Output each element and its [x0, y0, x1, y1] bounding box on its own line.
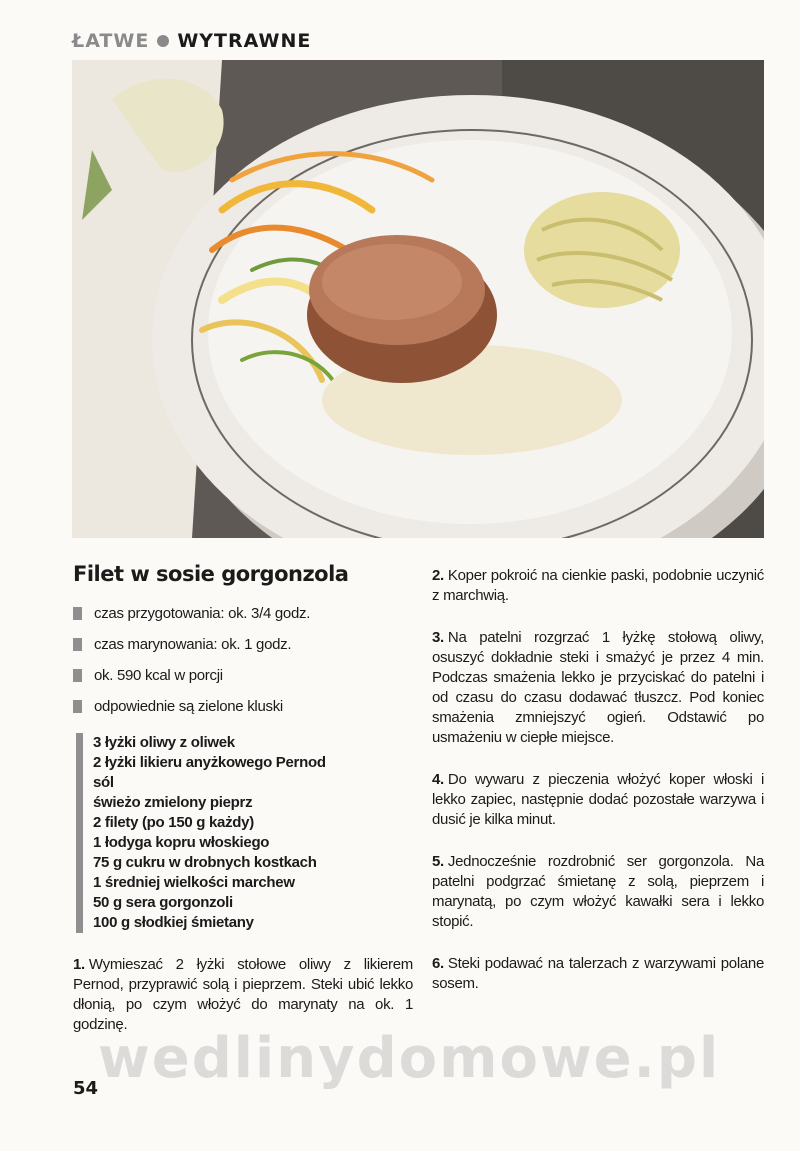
- fact-text: ok. 590 kcal w porcji: [94, 667, 223, 684]
- ingredients-list: [76, 733, 433, 933]
- fact-text: czas przygotowania: ok. 3/4 godz.: [94, 605, 311, 622]
- ingredient-item: 100 g słodkiej śmietany: [93, 914, 254, 931]
- step-number: 2.: [432, 567, 444, 584]
- step-4: [432, 770, 764, 830]
- ingredient-item: 3 łyżki oliwy z oliwek: [93, 734, 235, 751]
- separator-dot-icon: [157, 35, 169, 47]
- ingredient-item: 50 g sera gorgonzoli: [93, 894, 233, 911]
- fact-item: [73, 598, 413, 629]
- step-text: Jednocześnie rozdrobnić ser gorgonzola. Na patelni podgrzać śmietanę z solą, pieprzem i marynatą, po czym włożyć kawałki sera i lekko stopić.: [432, 853, 764, 930]
- step-5: [432, 852, 764, 932]
- step-number: 5.: [432, 853, 444, 870]
- fact-item: [73, 691, 413, 722]
- fact-item: [73, 629, 413, 660]
- step-text: Steki podawać na talerzach z warzywami polane sosem.: [432, 955, 764, 992]
- step-number: 1.: [73, 956, 85, 973]
- watermark: wedlinydomowe.pl: [98, 1026, 721, 1091]
- step-text: Do wywaru z pieczenia włożyć koper włoski i lekko zapiec, następnie dodać pozostałe warzywa i dusić je kilka minut.: [432, 771, 764, 828]
- step-2: [432, 566, 764, 606]
- step-number: 3.: [432, 629, 444, 646]
- category-label: WYTRAWNE: [177, 30, 312, 52]
- ingredient-item: świeżo zmielony pieprz: [93, 794, 253, 811]
- bullet-square-icon: [73, 638, 82, 651]
- bullet-square-icon: [73, 669, 82, 682]
- step-1: [73, 955, 413, 1035]
- ingredient-item: 1 łodyga kopru włoskiego: [93, 834, 270, 851]
- ingredient-item: 1 średniej wielkości marchew: [93, 874, 295, 891]
- step-number: 4.: [432, 771, 444, 788]
- recipe-title: Filet w sosie gorgonzola: [73, 562, 349, 586]
- steps-column-left: [73, 955, 413, 1035]
- step-text: Na patelni rozgrzać 1 łyżkę stołową oliwy, osuszyć dokładnie steki i smażyć je przez 4 min. Podczas smażenia lekko je przyciskać do patelni i od czasu do czasu dodawać tłuszcz. Pod koniec smażenia zmniejszyć ogień. Odstawić po usmażeniu w ciepłe miejsce.: [432, 629, 764, 746]
- fact-text: odpowiednie są zielone kluski: [94, 698, 283, 715]
- steps-column-right: [432, 566, 764, 1016]
- ingredient-item: 2 filety (po 150 g każdy): [93, 814, 254, 831]
- section-header: [72, 30, 311, 52]
- page-number: 54: [73, 1078, 99, 1099]
- fact-item: [73, 660, 413, 691]
- step-text: Koper pokroić na cienkie paski, podobnie uczynić z marchwią.: [432, 567, 764, 604]
- ingredient-item: sól: [93, 774, 114, 791]
- fact-text: czas marynowania: ok. 1 godz.: [94, 636, 292, 653]
- step-6: [432, 954, 764, 994]
- bullet-square-icon: [73, 607, 82, 620]
- bullet-square-icon: [73, 700, 82, 713]
- step-text: Wymieszać 2 łyżki stołowe oliwy z likierem Pernod, przyprawić solą i pieprzem. Steki ubić lekko dłonią, po czym włożyć do marynaty na ok. 1 godzinę.: [73, 956, 413, 1033]
- step-3: [432, 628, 764, 748]
- recipe-facts: [73, 598, 413, 722]
- step-number: 6.: [432, 955, 444, 972]
- dish-photo: [72, 60, 764, 538]
- difficulty-label: ŁATWE: [72, 30, 150, 52]
- ingredient-item: 75 g cukru w drobnych kostkach: [93, 854, 317, 871]
- ingredient-item: 2 łyżki likieru anyżkowego Pernod: [93, 754, 326, 771]
